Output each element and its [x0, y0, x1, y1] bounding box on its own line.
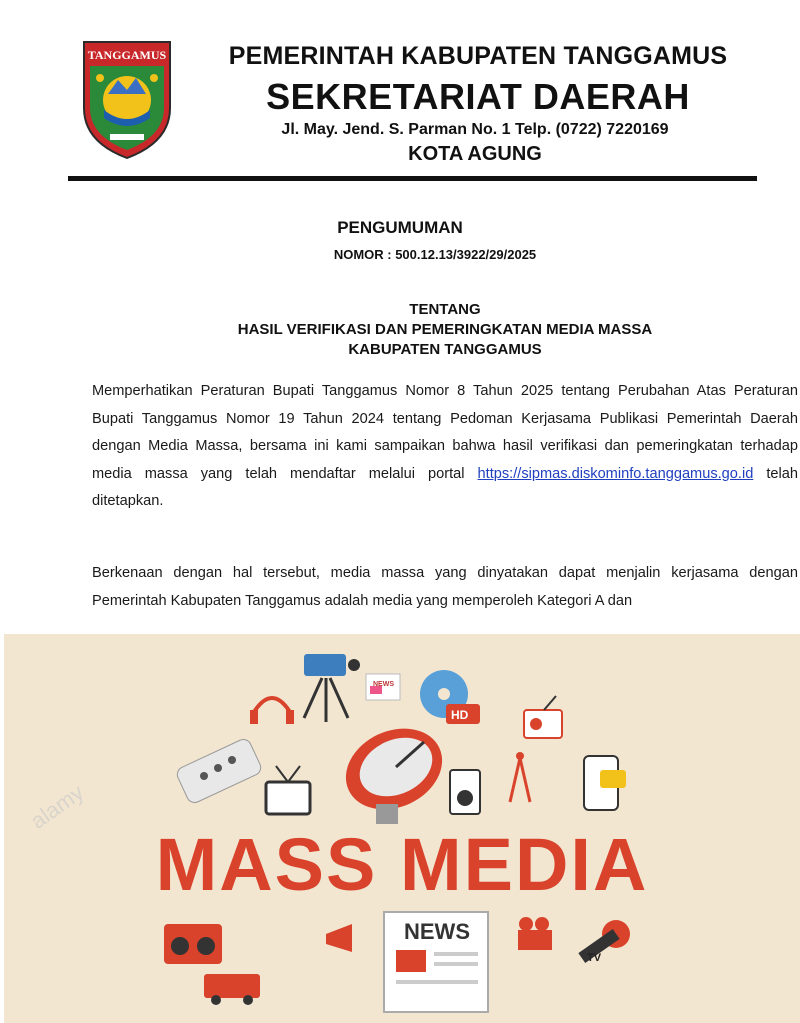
cd-icon — [420, 670, 480, 724]
tv-label: TV — [587, 952, 602, 964]
announcement-title: PENGUMUMAN — [337, 218, 463, 237]
subject-line-1: HASIL VERIFIKASI DAN PEMERINGKATAN MEDIA MASSA — [237, 321, 653, 338]
header-city: KOTA AGUNG — [408, 143, 542, 165]
radio-icon — [524, 696, 562, 738]
announcement-number: NOMOR : 500.12.13/3922/29/2025 — [333, 247, 537, 262]
paragraph-1-text: Memperhatikan Peraturan Bupati Tanggamus Nomor 8 Tahun 2025 tentang Perubahan Atas Peraturan Bupati Tanggamus Nomor 19 Tahun 2024 tentang Pedoman Kerjasama Publikasi Pemerintah Daerah dengan Media Massa, bersama ini kami sampaikan bahwa hasil verifikasi dan pemeringkatan terhadap media massa yang telah mendaftar melalui portal — [92, 383, 798, 482]
headphones-icon — [250, 698, 294, 724]
video-camera-icon — [304, 654, 360, 722]
announcement-subject — [0, 300, 800, 360]
satellite-dish-icon — [333, 713, 456, 824]
boombox-icon — [164, 924, 222, 964]
megaphone-icon — [326, 924, 352, 952]
paragraph-1-tail: telah ditetapkan. — [92, 465, 798, 509]
small-news-label: NEWS — [373, 681, 394, 688]
tanggamus-logo — [80, 38, 174, 162]
header-address: Jl. May. Jend. S. Parman No. 1 Telp. (0722) 7220169 — [281, 121, 669, 138]
tv-icon — [266, 766, 310, 814]
smartphone-icon — [584, 756, 626, 810]
news-label: NEWS — [404, 919, 470, 944]
mass-media-headline: MASS MEDIA — [155, 823, 649, 906]
header-government: PEMERINTAH KABUPATEN TANGGAMUS — [228, 42, 728, 70]
remote-control-icon — [175, 737, 264, 805]
antenna-tower-icon — [510, 752, 530, 802]
watermark: alamy — [25, 779, 89, 834]
header-divider — [68, 176, 757, 181]
hd-label: HD — [451, 708, 469, 722]
broadcast-van-icon — [204, 974, 260, 1005]
movie-camera-icon — [518, 917, 552, 950]
subject-line-2: KABUPATEN TANGGAMUS — [348, 341, 542, 358]
portal-link[interactable]: https://sipmas.diskominfo.tanggamus.go.id — [477, 465, 754, 482]
mass-media-poster — [4, 634, 800, 1023]
speaker-icon — [450, 770, 480, 814]
header-secretariat: SEKRETARIAT DAERAH — [266, 76, 690, 117]
logo-text: TANGGAMUS — [87, 48, 167, 62]
body-paragraph-1 — [92, 378, 798, 516]
subject-label: TENTANG — [409, 301, 481, 318]
body-paragraph-2: Berkenaan dengan hal tersebut, media massa yang dinyatakan dapat menjalin kerjasama dengan Pemerintah Kabupaten Tanggamus adalah media yang memperoleh Kategori A dan — [92, 565, 798, 609]
